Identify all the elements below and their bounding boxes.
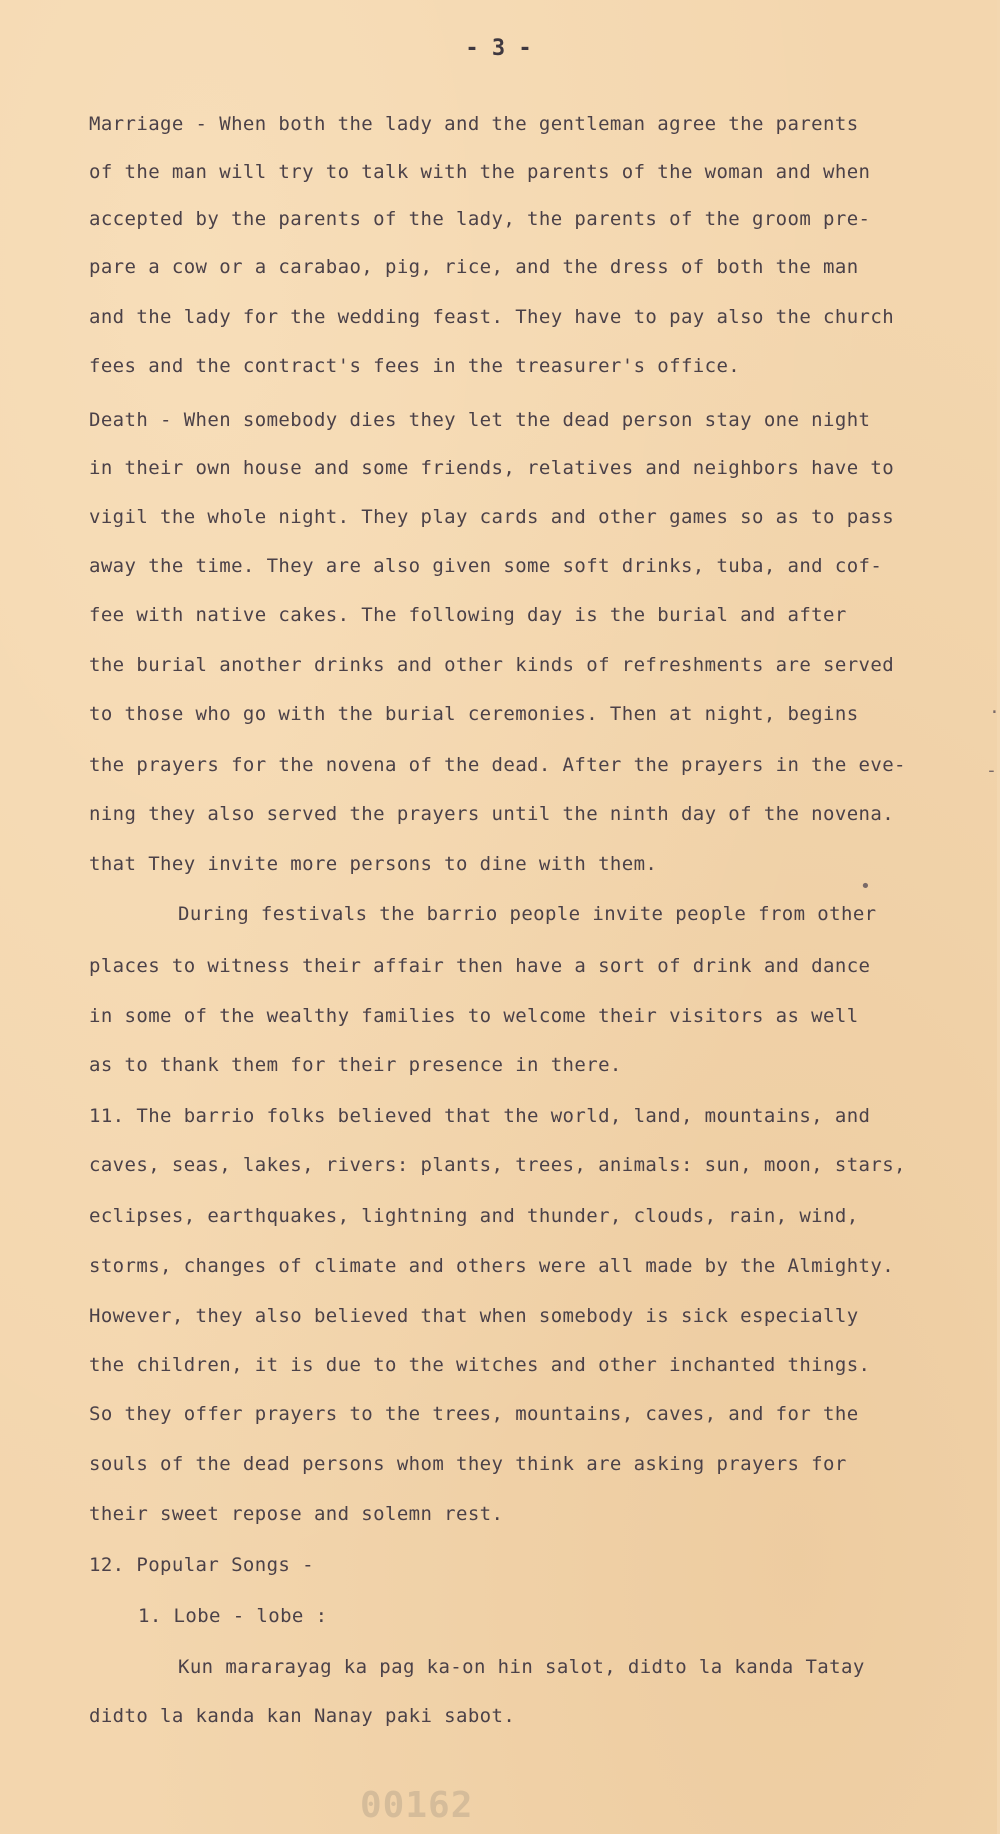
- text-line: in their own house and some friends, relatives and neighbors have to: [89, 457, 895, 479]
- text-line: vigil the whole night. They play cards and other games so as to pass: [89, 506, 895, 528]
- text-line: Death - When somebody dies they let the dead person stay one night: [89, 409, 871, 431]
- text-line: as to thank them for their presence in there.: [89, 1054, 622, 1076]
- song-title: 1. Lobe - lobe :: [138, 1605, 328, 1627]
- text-line: souls of the dead persons whom they think are asking prayers for: [89, 1453, 847, 1475]
- text-line: fees and the contract's fees in the treasurer's office.: [89, 355, 741, 377]
- text-line: accepted by the parents of the lady, the parents of the groom pre-: [89, 208, 871, 230]
- section-heading: 12. Popular Songs -: [89, 1554, 314, 1576]
- text-line: However, they also believed that when somebody is sick especially: [89, 1305, 859, 1327]
- text-line: caves, seas, lakes, rivers: plants, trees, animals: sun, moon, stars,: [89, 1154, 906, 1176]
- text-line: 11. The barrio folks believed that the world, land, mountains, and: [89, 1105, 871, 1127]
- text-line: places to witness their affair then have a sort of drink and dance: [89, 955, 871, 977]
- text-line: to those who go with the burial ceremonies. Then at night, begins: [89, 703, 859, 725]
- text-line: fee with native cakes. The following day is the burial and after: [89, 604, 847, 626]
- text-line: their sweet repose and solemn rest.: [89, 1503, 504, 1525]
- text-line: and the lady for the wedding feast. They have to pay also the church: [89, 306, 895, 328]
- text-line: away the time. They are also given some soft drinks, tuba, and cof-: [89, 555, 883, 577]
- text-line: of the man will try to talk with the parents of the woman and when: [89, 161, 871, 183]
- archive-stamp: 00162: [360, 1785, 474, 1826]
- text-line: the prayers for the novena of the dead. After the prayers in the eve-: [89, 754, 906, 776]
- text-line: So they offer prayers to the trees, mountains, caves, and for the: [89, 1403, 859, 1425]
- text-line: Marriage - When both the lady and the gentleman agree the parents: [89, 113, 859, 135]
- text-line: During festivals the barrio people invite people from other: [178, 903, 877, 925]
- text-line: that They invite more persons to dine with them.: [89, 853, 658, 875]
- song-lyric-line: Kun mararayag ka pag ka-on hin salot, didto la kanda Tatay: [178, 1656, 865, 1678]
- text-line: eclipses, earthquakes, lightning and thunder, clouds, rain, wind,: [89, 1205, 859, 1227]
- page-number: - 3 -: [465, 36, 532, 61]
- text-line: the children, it is due to the witches and other inchanted things.: [89, 1354, 871, 1376]
- text-line: ning they also served the prayers until the ninth day of the novena.: [89, 803, 895, 825]
- song-lyric-line: didto la kanda kan Nanay paki sabot.: [89, 1705, 516, 1727]
- text-line: the burial another drinks and other kinds of refreshments are served: [89, 654, 895, 676]
- margin-mark: •: [860, 876, 871, 897]
- text-line: storms, changes of climate and others were all made by the Almighty.: [89, 1255, 895, 1277]
- margin-mark: ·: [989, 702, 1000, 723]
- text-line: pare a cow or a carabao, pig, rice, and the dress of both the man: [89, 256, 859, 278]
- text-line: in some of the wealthy families to welcome their visitors as well: [89, 1005, 859, 1027]
- margin-mark: -: [986, 760, 997, 781]
